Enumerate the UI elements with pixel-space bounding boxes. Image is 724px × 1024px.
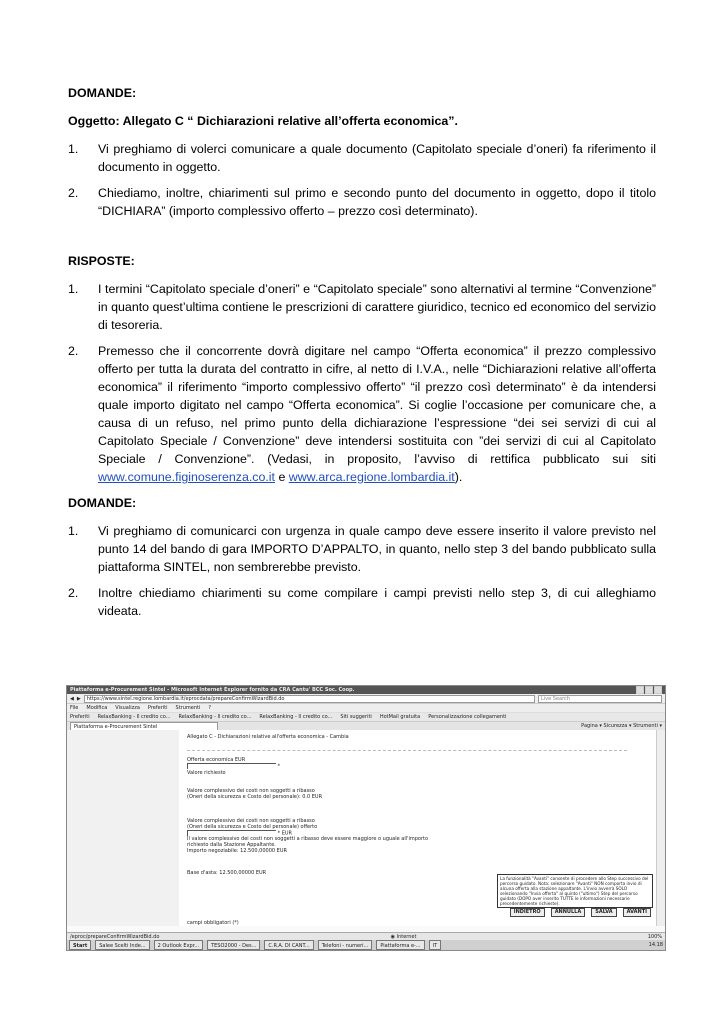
item-text: Vi preghiamo di volerci comunicare a quale documento (Capitolato speciale d’oneri) fa riferimento il documento in oggetto. — [98, 142, 656, 174]
link-comune-figino[interactable]: www.comune.figinoserenza.co.it — [98, 470, 275, 484]
clock: 14.18 — [648, 942, 663, 948]
command-bar: Pagina ▾ Sicurezza ▾ Strumenti ▾ — [581, 723, 662, 729]
favorites-item: RelaxBanking - Il credito co... — [259, 714, 333, 720]
attachment-line: Allegato C - Dichiarazioni relative all'offerta economica - Cambia — [187, 734, 349, 740]
favorites-item: Personalizzazione collegamenti — [428, 714, 507, 720]
forward-icon: ▶ — [76, 695, 81, 702]
costs-value: (Oneri della sicurezza e Costo del personale): 0.0 EUR — [187, 793, 323, 800]
menu-item: File — [70, 705, 79, 711]
globe-icon: ◉ — [390, 934, 396, 940]
window-title: Piattaforma e-Procurement Sintel - Microsoft Internet Explorer fornito da CRA Cantu' BCC Soc. Coop. — [70, 687, 355, 693]
url-field: https://www.sintel.regione.lombardia.it/eprocdata/prepareConfirmWizardBid.do — [84, 695, 535, 703]
taskbar-item: TESO2000 - Des... — [207, 940, 260, 950]
start-button: Start — [69, 940, 91, 950]
menu-item: ? — [208, 705, 211, 711]
item-text: Vi preghiamo di comunicarci con urgenza in quale campo deve essere inserito il valore previsto nel punto 14 del bando di gara IMPORTO D’APPALTO, in quanto, nello step 3 del bando pubblicato sulla piattaforma SINTEL, non sembrerebbe previsto. — [98, 524, 656, 574]
item-text-container — [98, 342, 656, 486]
section-heading-domande: DOMANDE: — [68, 86, 137, 100]
costs-offer-label: Valore complessivo dei costi non soggetti a ribasso — [187, 817, 315, 824]
command-item: Strumenti — [633, 723, 658, 729]
taskbar-item: Piattaforma e-... — [376, 940, 424, 950]
question-item — [68, 184, 656, 220]
wizard-buttons — [510, 908, 651, 917]
browser-tab: Piattaforma e-Procurement Sintel — [70, 722, 218, 731]
offer-label: Offerta economica EUR — [187, 757, 246, 763]
costs-label: Valore complessivo dei costi non soggetti a ribasso — [187, 787, 315, 794]
cancel-button: ANNULLA — [551, 908, 586, 917]
link-separator: e — [275, 470, 289, 484]
eur-unit: EUR — [281, 830, 292, 836]
item-text: Inoltre chiediamo chiarimenti su come compilare i campi previsti nello step 3, di cui alleghiamo videata. — [98, 586, 656, 618]
taskbar-item: Salee Scelti Inde... — [95, 940, 149, 950]
item-number: 2. — [68, 586, 79, 600]
item-number: 1. — [68, 282, 79, 296]
link-arca-lombardia[interactable]: www.arca.regione.lombardia.it — [288, 470, 455, 484]
zoom-level: 100% — [647, 934, 662, 940]
item-text-tail: ). — [454, 470, 463, 484]
question-item — [68, 584, 656, 620]
item-number: 1. — [68, 142, 79, 156]
offer-form: Allegato C - Dichiarazioni relative all'offerta economica - Cambia Offerta economica EUR * Valore richiesto Valore complessivo dei costi non soggetti a ribasso (Oneri della sicurezza e Costo del personale): 0.0 EUR Valore complessivo dei costi non soggetti a ribasso (Oneri della sicurezza e Costo del personale) offerto * EUR Il valore complessivo dei costi non soggetti a ribasso deve essere maggiore o uguale all'importo richiesto dalla Stazione Appaltante. Importo negoziabile: 12.500,00000 EUR Base d'asta: 12.500,00000 EUR — [187, 734, 647, 876]
favorites-bar — [67, 713, 665, 722]
document-page — [68, 84, 656, 628]
base-amount: Base d'asta: 12.500,00000 EUR — [187, 870, 267, 876]
section-heading-domande-2: DOMANDE: — [68, 496, 137, 510]
back-button: INDIETRO — [510, 908, 545, 917]
save-button: SALVA — [591, 908, 616, 917]
window-controls — [635, 686, 662, 694]
avanti-tooltip: La funzionalità "Avanti" consente di procedere allo Step successivo del percorso guidato. Nota: selezionare "Avanti" NON comporta invio di alcuna offerta alla stazione appaltante. L'invio avverrà SOLO selezionando "Invia offerta" al quinto ("ultimo") Step del percorso guidato (DOPO aver inserito TUTTE le informazioni necessarie precedentemente richieste). — [497, 874, 653, 908]
search-field: Live Search — [538, 695, 662, 703]
window-titlebar — [67, 686, 665, 694]
favorites-item: RelaxBanking - Il credito co... — [178, 714, 252, 720]
menu-item: Preferiti — [147, 705, 168, 711]
embedded-browser-screenshot — [66, 685, 666, 951]
item-number: 2. — [68, 186, 79, 200]
item-text: Premesso che il concorrente dovrà digitare nel campo “Offerta economica” il prezzo complessivo offerto per tutta la durata del contratto in cifre, al netto di I.V.A., nelle “Dichiarazioni relative all’offerta economica” il riferimento “importo complessivo offerto” “il prezzo così determinato” è da intendersi quale importo digitato nel campo “Offerta economica”. Si coglie l’occasione per comunicare che, a causa di un refuso, nel primo punto della dichiarazione l’espressione “dei sei servizi di cui al Capitolato Speciale / Convenzione” deve intendersi sostituita con ”dei servizi di cui al Capitolato Speciale / Convenzione”. (Vedasi, in proposito, l’avviso di rettifica pubblicato sui siti — [98, 344, 656, 466]
answer-item — [68, 280, 656, 334]
taskbar-item: Telefoni - numeri... — [318, 940, 373, 950]
costs-note: Il valore complessivo dei costi non soggetti a ribasso deve essere maggiore o uguale all'importo richiesto dalla Stazione Appaltante. — [187, 836, 429, 848]
next-button: AVANTI — [623, 908, 651, 917]
command-item: Pagina — [581, 723, 598, 729]
answer-item — [68, 342, 656, 486]
left-pane — [67, 730, 179, 926]
menu-item: Strumenti — [175, 705, 201, 711]
windows-taskbar — [67, 940, 665, 950]
status-zone: Internet — [396, 934, 417, 940]
costs-offer-label-2: (Oneri della sicurezza e Costo del personale) offerto — [187, 823, 318, 830]
item-number: 1. — [68, 524, 79, 538]
maximize-icon — [645, 686, 653, 694]
question-item — [68, 522, 656, 576]
item-text: Chiediamo, inoltre, chiarimenti sul primo e secondo punto del documento in oggetto, dopo il titolo “DICHIARA” (importo complessivo offerto – prezzo così determinato). — [98, 186, 656, 218]
menu-bar — [67, 704, 665, 713]
item-text: I termini “Capitolato speciale d’oneri” e “Capitolato speciale” sono alternativi al termine “Convenzione” in quanto quest’ultima contiene le prescrizioni di carattere giuridico, tecnico ed economico del servizio di tesoreria. — [98, 282, 656, 332]
question-item — [68, 140, 656, 176]
favorites-item: RelaxBanking - Il credito co... — [97, 714, 171, 720]
required-note: Valore richiesto — [187, 769, 226, 776]
menu-item: Visualizza — [115, 705, 140, 711]
language-indicator: IT — [429, 940, 442, 950]
favorites-item: Siti suggeriti — [340, 714, 372, 720]
taskbar-item: C.R.A. DI CANT... — [264, 940, 313, 950]
minimize-icon — [636, 686, 644, 694]
taskbar-item: 2 Outlook Expr... — [154, 940, 203, 950]
vertical-scrollbar — [656, 730, 665, 926]
favorites-item: Preferiti — [70, 714, 90, 720]
negotiable-amount: Importo negoziabile: 12.500,00000 EUR — [187, 848, 287, 854]
status-bar — [67, 932, 665, 940]
status-url: /eproc/prepareConfirmWizardBid.do — [70, 934, 160, 940]
close-icon — [654, 686, 662, 694]
section-heading-risposte: RISPOSTE: — [68, 254, 135, 268]
back-icon: ◀ — [70, 695, 74, 702]
offer-input — [187, 763, 276, 769]
favorites-item: HotMail gratuita — [379, 714, 421, 720]
menu-item: Modifica — [86, 705, 108, 711]
command-item: Sicurezza — [603, 723, 628, 729]
costs-offer-input — [187, 830, 276, 836]
item-number: 2. — [68, 344, 79, 358]
required-fields-note: campi obbligatori (*) — [187, 920, 239, 926]
subject-line: Oggetto: Allegato C “ Dichiarazioni relative all’offerta economica”. — [68, 114, 458, 128]
address-bar — [67, 694, 665, 704]
